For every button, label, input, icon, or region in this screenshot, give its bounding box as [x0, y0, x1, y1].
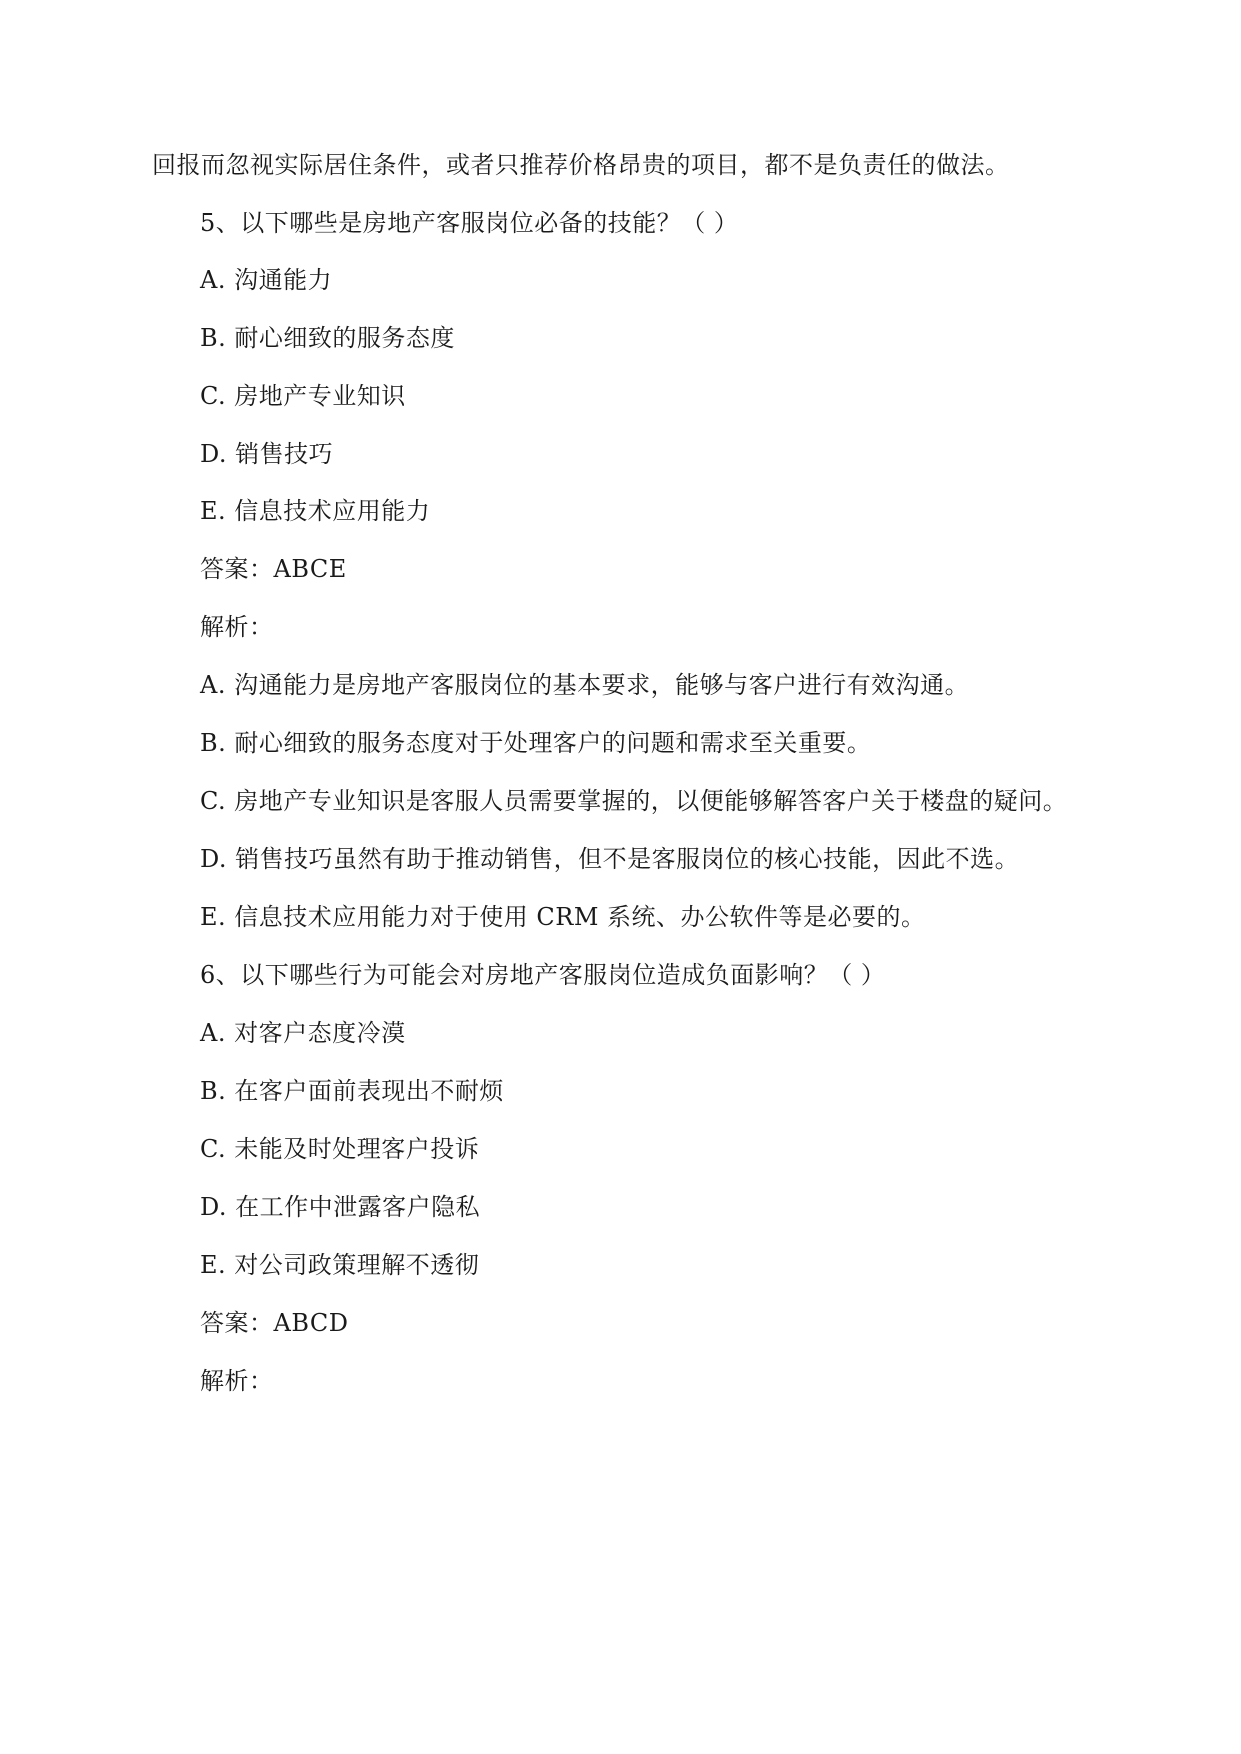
question-6-option-a: A. 对客户态度冷漠	[200, 1019, 406, 1047]
question-5-analysis-a: A. 沟通能力是房地产客服岗位的基本要求，能够与客户进行有效沟通。	[200, 671, 970, 699]
question-6-option-b: B. 在客户面前表现出不耐烦	[200, 1077, 504, 1105]
question-5-option-d: D. 销售技巧	[200, 440, 334, 468]
question-5-option-e: E. 信息技术应用能力	[200, 497, 431, 525]
question-6-option-d: D. 在工作中泄露客户隐私	[200, 1193, 481, 1221]
paragraph-continuation: 回报而忽视实际居住条件，或者只推荐价格昂贵的项目，都不是负责任的做法。	[152, 151, 1010, 179]
question-5-analysis-b: B. 耐心细致的服务态度对于处理客户的问题和需求至关重要。	[200, 729, 872, 757]
question-5-answer: 答案：ABCE	[200, 555, 347, 583]
question-5-option-b: B. 耐心细致的服务态度	[200, 324, 455, 352]
question-6-text: 6、以下哪些行为可能会对房地产客服岗位造成负面影响？（ ）	[200, 961, 886, 989]
question-5-option-a: A. 沟通能力	[200, 266, 333, 294]
question-5-analysis-e: E. 信息技术应用能力对于使用 CRM 系统、办公软件等是必要的。	[200, 903, 926, 931]
question-6-answer: 答案：ABCD	[200, 1309, 349, 1337]
question-6-option-c: C. 未能及时处理客户投诉	[200, 1135, 480, 1163]
question-6-option-e: E. 对公司政策理解不透彻	[200, 1251, 480, 1279]
question-5-option-c: C. 房地产专业知识	[200, 382, 406, 410]
question-5-analysis-d: D. 销售技巧虽然有助于推动销售，但不是客服岗位的核心技能，因此不选。	[200, 845, 1020, 873]
question-5-analysis-label: 解析：	[200, 613, 274, 641]
question-5-analysis-c: C. 房地产专业知识是客服人员需要掌握的，以便能够解答客户关于楼盘的疑问。	[200, 787, 1068, 815]
question-6-analysis-label: 解析：	[200, 1367, 274, 1395]
question-5-text: 5、以下哪些是房地产客服岗位必备的技能？（ ）	[200, 209, 739, 237]
